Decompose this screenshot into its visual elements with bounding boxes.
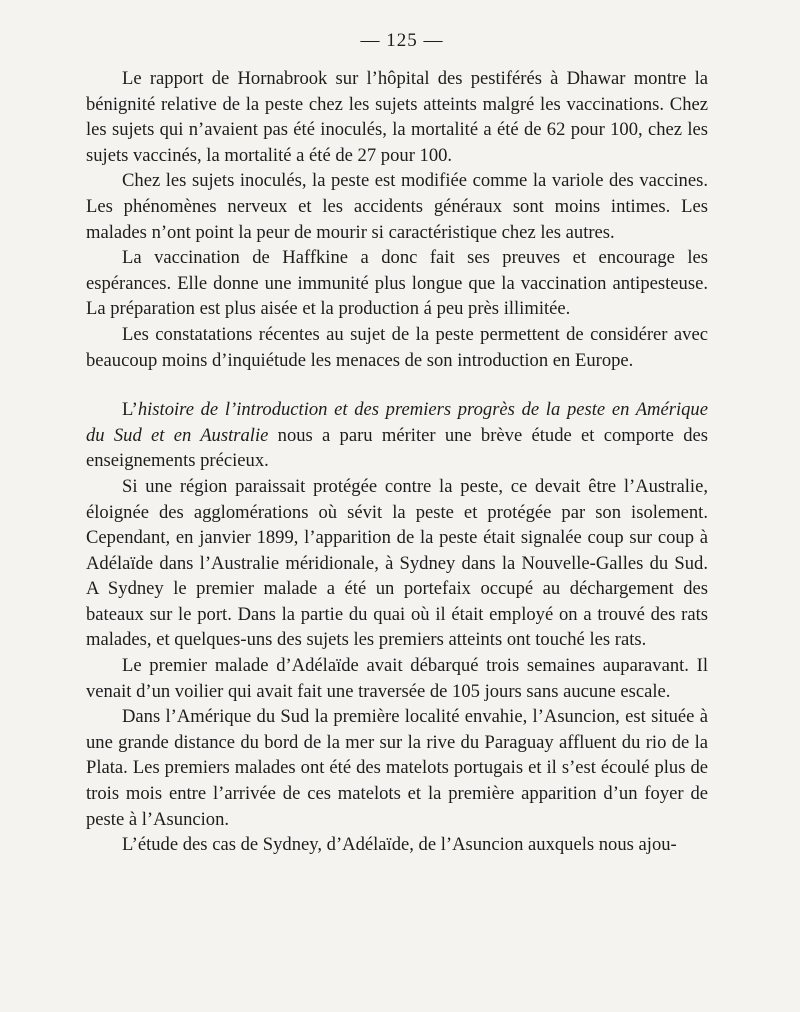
paragraph-inoculated-subjects: Chez les sujets inoculés, la peste est modifiée comme la variole des vaccines. Les phénomènes nerveux et les accidents généraux sont moins intimes. Les malades n’ont point la peur de mourir si caractéristique chez les autres. xyxy=(86,170,708,243)
paragraph-study-cases: L’étude des cas de Sydney, d’Adélaïde, de l’Asuncion auxquels nous ajou- xyxy=(122,834,677,856)
paragraph-haffkine-vaccination: La vaccination de Haffkine a donc fait ses preuves et encourage les espérances. Elle donne une immunité plus longue que la vaccination antipesteuse. La préparation est plus aisée et la production á peu près illimitée. xyxy=(86,247,708,320)
paragraph-adelaide: Le premier malade d’Adélaïde avait débarqué trois semaines auparavant. Il venait d’un voilier qui avait fait une traversée de 105 jours sans aucune escale. xyxy=(86,655,708,702)
section-gap xyxy=(86,373,708,397)
paragraph-recent-findings: Les constatations récentes au sujet de la peste permettent de considérer avec beaucoup moins d’inquiétude les menaces de son introduction en Europe. xyxy=(86,323,708,371)
paragraph-south-america: Dans l’Amérique du Sud la première localité envahie, l’Asuncion, est située à une grande distance du bord de la mer sur la rive du Paraguay affluent du rio de la Plata. Les premiers malades ont été des matelots portugais et il s’est écoulé plus de trois mois entre l’arrivée de ces matelots et la première apparition d’un foyer de peste à l’Asuncion. xyxy=(86,706,708,830)
paragraph-australia: Si une région paraissait protégée contre la peste, ce devait être l’Australie, éloignée des agglomérations où sévit la peste et protégée par son isolement. Cependant, en janvier 1899, l’apparition de la peste était signalée coup sur coup à Adélaïde dans l’Australie méridionale, à Sydney dans la Nouvelle-Galles du Sud. A Sydney le premier malade a été un portefaix occupé au déchargement des bateaux sur le port. Dans la partie du quai où il était employé on a trouvé des rats malades, et quelques-uns des sujets les premiers atteints ont touché les rats. xyxy=(86,475,708,651)
lead-rest: nous a paru mériter une brève étude et comporte des enseignements précieux. xyxy=(86,424,708,472)
page-number: — 125 — xyxy=(360,30,444,51)
paragraph-hornabrook-report: Le rapport de Hornabrook sur l’hôpital des pestiférés à Dhawar montre la bénignité relative de la peste chez les sujets atteints malgré les vaccinations. Chez les sujets qui n’avaient pas été inoculés, la mortalité a été de 62 pour 100, chez les sujets vaccinés, la mortalité a été de 27 pour 100. xyxy=(86,68,708,166)
italic-title: histoire de l’introduction et des premiers progrès de la peste en Amérique du Sud et en Australie xyxy=(86,399,708,446)
paragraph-history-introduction xyxy=(86,397,708,474)
lead-prefix: L’ xyxy=(122,399,138,421)
